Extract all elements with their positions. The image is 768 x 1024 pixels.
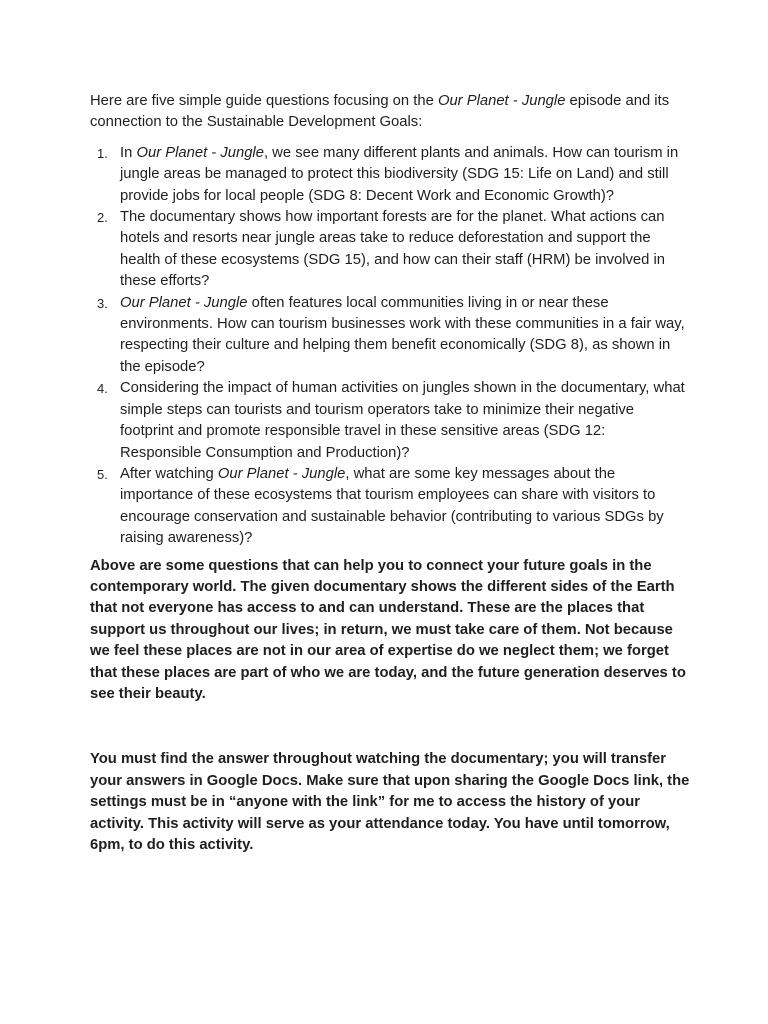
question-number: 1. bbox=[97, 145, 108, 161]
question-number: 2. bbox=[97, 210, 108, 226]
intro-text-after: episode and its connection to the Sustainable Development Goals: bbox=[90, 93, 670, 131]
question-item-5 bbox=[90, 464, 690, 550]
intro-text-before: Here are five simple guide questions focusing on the bbox=[90, 93, 438, 109]
question-number: 3. bbox=[97, 295, 108, 311]
intro-episode-title: Our Planet - Jungle bbox=[437, 93, 566, 109]
question-episode-title: Our Planet - Jungle bbox=[120, 294, 248, 311]
question-item-3 bbox=[90, 293, 690, 379]
intro-paragraph bbox=[90, 91, 690, 134]
question-text-before: In bbox=[120, 144, 137, 161]
question-text-after: often features local communities living in or near these environments. How can tourism businesses work with these communities in a fair way, respecting their culture and helping them benefit economically (SDG 8), as shown in the episode? bbox=[120, 294, 685, 375]
question-episode-title: Our Planet - Jungle bbox=[136, 144, 264, 161]
question-text-before: The documentary shows how important forests are for the planet. What actions can hotels and resorts near jungle areas take to reduce deforestation and support the health of these ecosystems (SDG 15), and how can their staff (HRM) be involved in these efforts? bbox=[120, 209, 665, 290]
question-item-2 bbox=[90, 207, 690, 293]
question-text-after: , we see many different plants and animals. How can tourism in jungle areas be managed to protect this biodiversity (SDG 15: Life on Land) and still provide jobs for local people (SDG 8: Decent Work and Economic Growth)? bbox=[120, 144, 679, 204]
instructions-paragraph: You must find the answer throughout watching the documentary; you will transfer your answers in Google Docs. Make sure that upon sharing the Google Docs link, the settings must be in “anyone with the link” for me to access the history of your activity. This activity will serve as your attendance today. You have until tomorrow, 6pm, to do this activity. bbox=[90, 751, 690, 853]
document-page bbox=[90, 91, 690, 856]
context-paragraph: Above are some questions that can help you to connect your future goals in the contemporary world. The given documentary shows the different sides of the Earth that not everyone has access to and can understand. These are the places that support us throughout our lives; in return, we must take care of them. Not because we feel these places are not in our area of expertise do we neglect them; we forget that these places are part of who we are today, and the future generation deserves to see their beauty. bbox=[90, 557, 686, 702]
question-episode-title: Our Planet - Jungle bbox=[217, 465, 346, 482]
question-number: 4. bbox=[97, 381, 108, 397]
question-item-1 bbox=[90, 143, 690, 207]
question-number: 5. bbox=[97, 466, 108, 482]
question-item-4 bbox=[90, 378, 690, 464]
question-text-before: Considering the impact of human activities on jungles shown in the documentary, what simple steps can tourists and tourism operators take to minimize their negative footprint and promote responsible travel in these sensitive areas (SDG 12: Responsible Consumption and Production)? bbox=[120, 380, 685, 461]
question-text-before: After watching bbox=[120, 465, 218, 482]
question-text-after: , what are some key messages about the importance of these ecosystems that tourism employees can share with visitors to encourage conservation and sustainable behavior (contributing to various SDGs by raising awareness)? bbox=[120, 465, 664, 547]
guide-questions-list bbox=[90, 143, 690, 550]
